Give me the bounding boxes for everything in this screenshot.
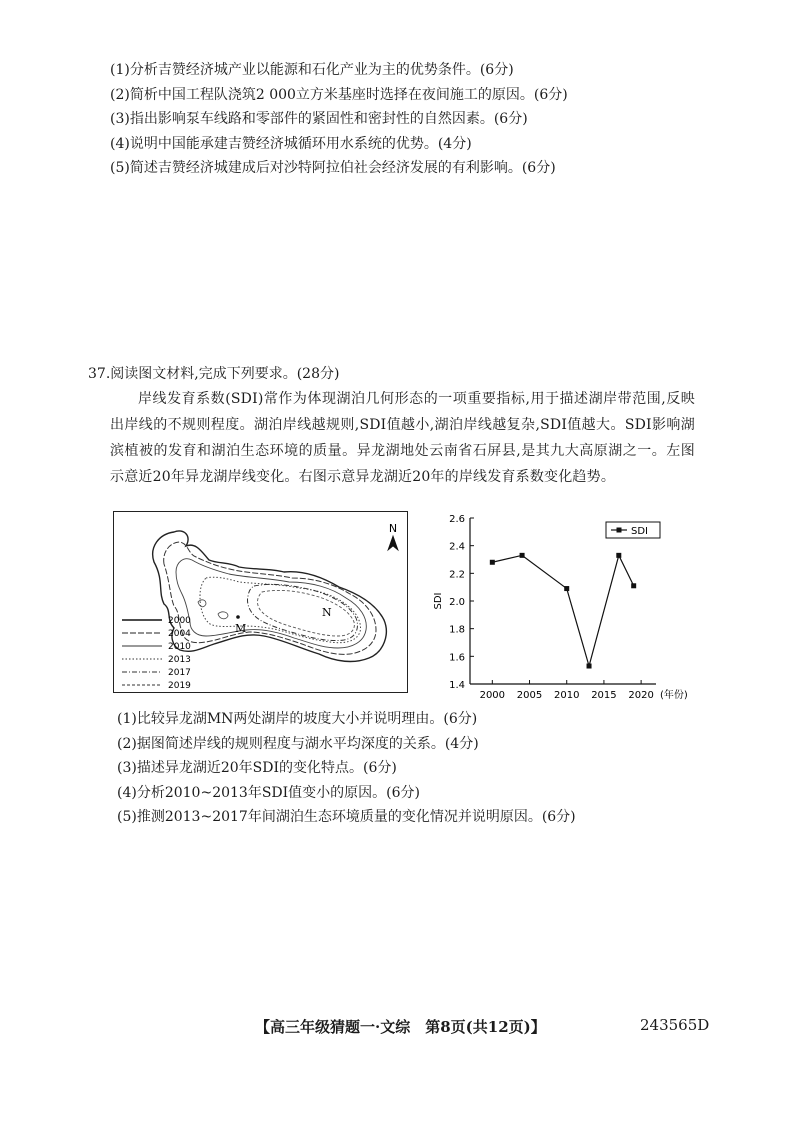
legend-2019: 2019 (168, 681, 191, 691)
point-m-label: M (235, 622, 247, 635)
q37-question-5: (5)推测2013~2017年间湖泊生态环境质量的变化情况并说明原因。(6分) (117, 809, 576, 825)
legend-2004: 2004 (168, 629, 191, 639)
sdi-point-2017 (616, 553, 621, 558)
sdi-point-2000 (490, 560, 495, 565)
q37-question-4: (4)分析2010~2013年SDI值变小的原因。(6分) (117, 784, 420, 801)
sdi-chart-svg (428, 508, 718, 706)
x-tick-label-3: 2015 (591, 690, 617, 701)
y-tick-label-6: 2.6 (449, 514, 465, 525)
sdi-point-2013 (587, 664, 592, 669)
x-axis-label: (年份) (660, 690, 688, 701)
y-tick-label-0: 1.4 (449, 680, 465, 691)
q36-item-5: (5)简述吉赞经济城建成后对沙特阿拉伯社会经济发展的有利影响。(6分) (110, 160, 556, 176)
y-tick-label-3: 2.0 (449, 597, 465, 608)
sdi-series-line (492, 555, 633, 666)
sdi-point-2010 (564, 586, 569, 591)
q36-item-3: (3)指出影响泵车线路和零部件的紧固性和密封性的自然因素。(6分) (110, 111, 528, 127)
x-tick-label-0: 2000 (479, 690, 506, 701)
x-tick-label-4: 2020 (628, 690, 654, 701)
q36-item-4: (4)说明中国能承建吉赞经济城循环用水系统的优势。(4分) (110, 135, 472, 152)
chart-legend-label: SDI (631, 526, 648, 537)
legend-2017: 2017 (168, 668, 191, 678)
y-tick-label-1: 1.6 (449, 652, 465, 664)
point-m-marker (236, 615, 240, 619)
q36-subquestions (110, 58, 730, 181)
chart-legend-marker (617, 528, 622, 533)
legend-2000: 2000 (168, 616, 191, 626)
island-1 (218, 612, 228, 619)
q37-question-2: (2)据图简述岸线的规则程度与湖水平均深度的关系。(4分) (117, 735, 479, 752)
q37-section (88, 362, 708, 490)
y-tick-label-2: 1.8 (449, 624, 465, 636)
q37-heading: 37.阅读图文材料,完成下列要求。(28分) (88, 366, 340, 382)
island-2 (198, 600, 206, 607)
sdi-point-2004 (520, 553, 525, 558)
q37-passage-text: 岸线发育系数(SDI)常作为体现湖泊几何形态的一项重要指标,用于描述湖岸带范围,反映出岸线的不规则程度。湖泊岸线越规则,SDI值越小,湖泊岸线越复杂,SDI值越大。SDI影响湖滨植被的发育和湖泊生态环境的质量。异龙湖地处云南省石屏县,是其九大高原湖之一。左图示意近20年异龙湖岸线变化。右图示意异龙湖近20年的岸线发育系数变化趋势。 (110, 391, 695, 485)
q37-passage (110, 386, 695, 490)
legend-2010: 2010 (168, 642, 191, 652)
q37-subquestions (117, 707, 717, 830)
page-footer-code: 243565D (640, 1016, 710, 1034)
x-tick-label-2: 2010 (553, 690, 580, 701)
x-tick-label-1: 2005 (516, 690, 543, 701)
north-label: N (388, 522, 398, 535)
sdi-point-2019 (631, 583, 636, 588)
q37-question-1: (1)比较异龙湖MN两处湖岸的坡度大小并说明理由。(6分) (117, 711, 478, 727)
q36-item-1: (1)分析吉赞经济城产业以能源和石化产业为主的优势条件。(6分) (110, 62, 514, 78)
north-arrow-icon (388, 536, 398, 550)
y-tick-label-5: 2.4 (449, 541, 465, 553)
page-footer-title: 【高三年级猜题一·文综 第8页(共12页)】 (255, 1018, 546, 1036)
point-n-label: N (322, 606, 332, 619)
shoreline-map (113, 511, 408, 693)
q37-question-3: (3)描述异龙湖近20年SDI的变化特点。(6分) (117, 760, 397, 776)
sdi-chart (428, 508, 718, 706)
q36-item-2: (2)简析中国工程队浇筑2 000立方米基座时选择在夜间施工的原因。(6分) (110, 86, 568, 103)
legend-2013: 2013 (168, 655, 191, 665)
y-axis-label: SDI (433, 592, 444, 610)
y-tick-label-4: 2.2 (449, 569, 465, 581)
shoreline-map-drawing (114, 512, 409, 694)
